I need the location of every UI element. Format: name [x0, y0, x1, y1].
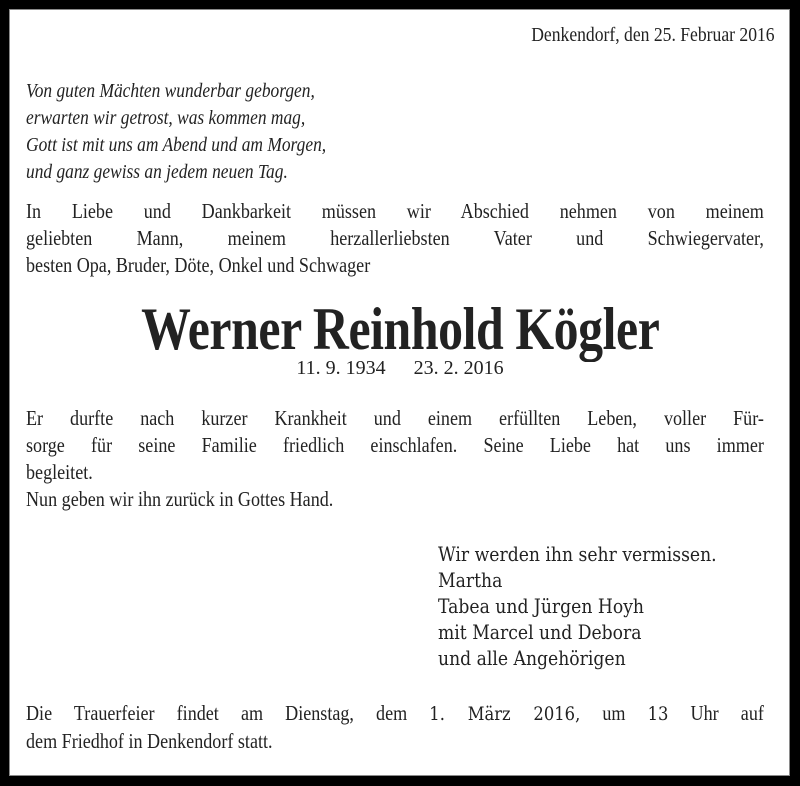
signature-line: Tabea und Jürgen Hoyh — [438, 594, 645, 618]
poem-verse — [26, 78, 326, 186]
signature-line: mit Marcel und Debora — [438, 620, 642, 644]
funeral-text: um — [602, 701, 626, 725]
intro-line: besten Opa, Bruder, Döte, Onkel und Schwager — [26, 253, 371, 277]
place-date: Denkendorf, den 25. Februar 2016 — [531, 24, 775, 46]
intro-line: In Liebe und Dankbarkeit müssen wir Abschied nehmen von meinem — [26, 199, 764, 223]
body-line: begleitet. — [26, 460, 93, 484]
deceased-name-heading — [0, 295, 800, 364]
body-line: Er durfte nach kurzer Krankheit und einem erfüllten Leben, voller Für- — [26, 406, 764, 430]
body-line: sorge für seine Familie friedlich einschlafen. Seine Liebe hat uns immer — [26, 433, 764, 457]
intro-paragraph — [26, 198, 764, 279]
signature-line: und alle Angehörigen — [438, 646, 626, 670]
intro-line: geliebten Mann, meinem herzallerliebsten Vater und Schwiegervater, — [26, 226, 764, 250]
poem-line: erwarten wir getrost, was kommen mag, — [26, 107, 306, 129]
funeral-line — [26, 700, 764, 728]
funeral-time: 13 — [647, 703, 669, 725]
body-line: Nun geben wir ihn zurück in Gottes Hand. — [26, 487, 334, 511]
birth-date: 11. 9. 1934 — [296, 357, 386, 379]
poem-line: Von guten Mächten wunderbar geborgen, — [26, 80, 315, 102]
funeral-line: dem Friedhof in Denkendorf statt. — [26, 729, 273, 753]
poem-line: und ganz gewiss an jedem neuen Tag. — [26, 161, 288, 183]
signature-line: Wir werden ihn sehr vermissen. — [438, 542, 717, 566]
poem-line: Gott ist mit uns am Abend und am Morgen, — [26, 134, 327, 156]
life-dates — [0, 357, 800, 380]
signature-line: Martha — [438, 568, 503, 592]
deceased-name: Werner Reinhold Kögler — [140, 296, 660, 362]
funeral-date: 1. März 2016, — [429, 703, 581, 725]
funeral-info — [26, 700, 764, 755]
signature-block — [438, 541, 717, 671]
body-paragraph — [26, 405, 764, 513]
funeral-text: Uhr auf — [690, 701, 764, 725]
death-date: 23. 2. 2016 — [413, 357, 504, 379]
funeral-text: Die Trauerfeier findet am Dienstag, dem — [26, 701, 408, 725]
